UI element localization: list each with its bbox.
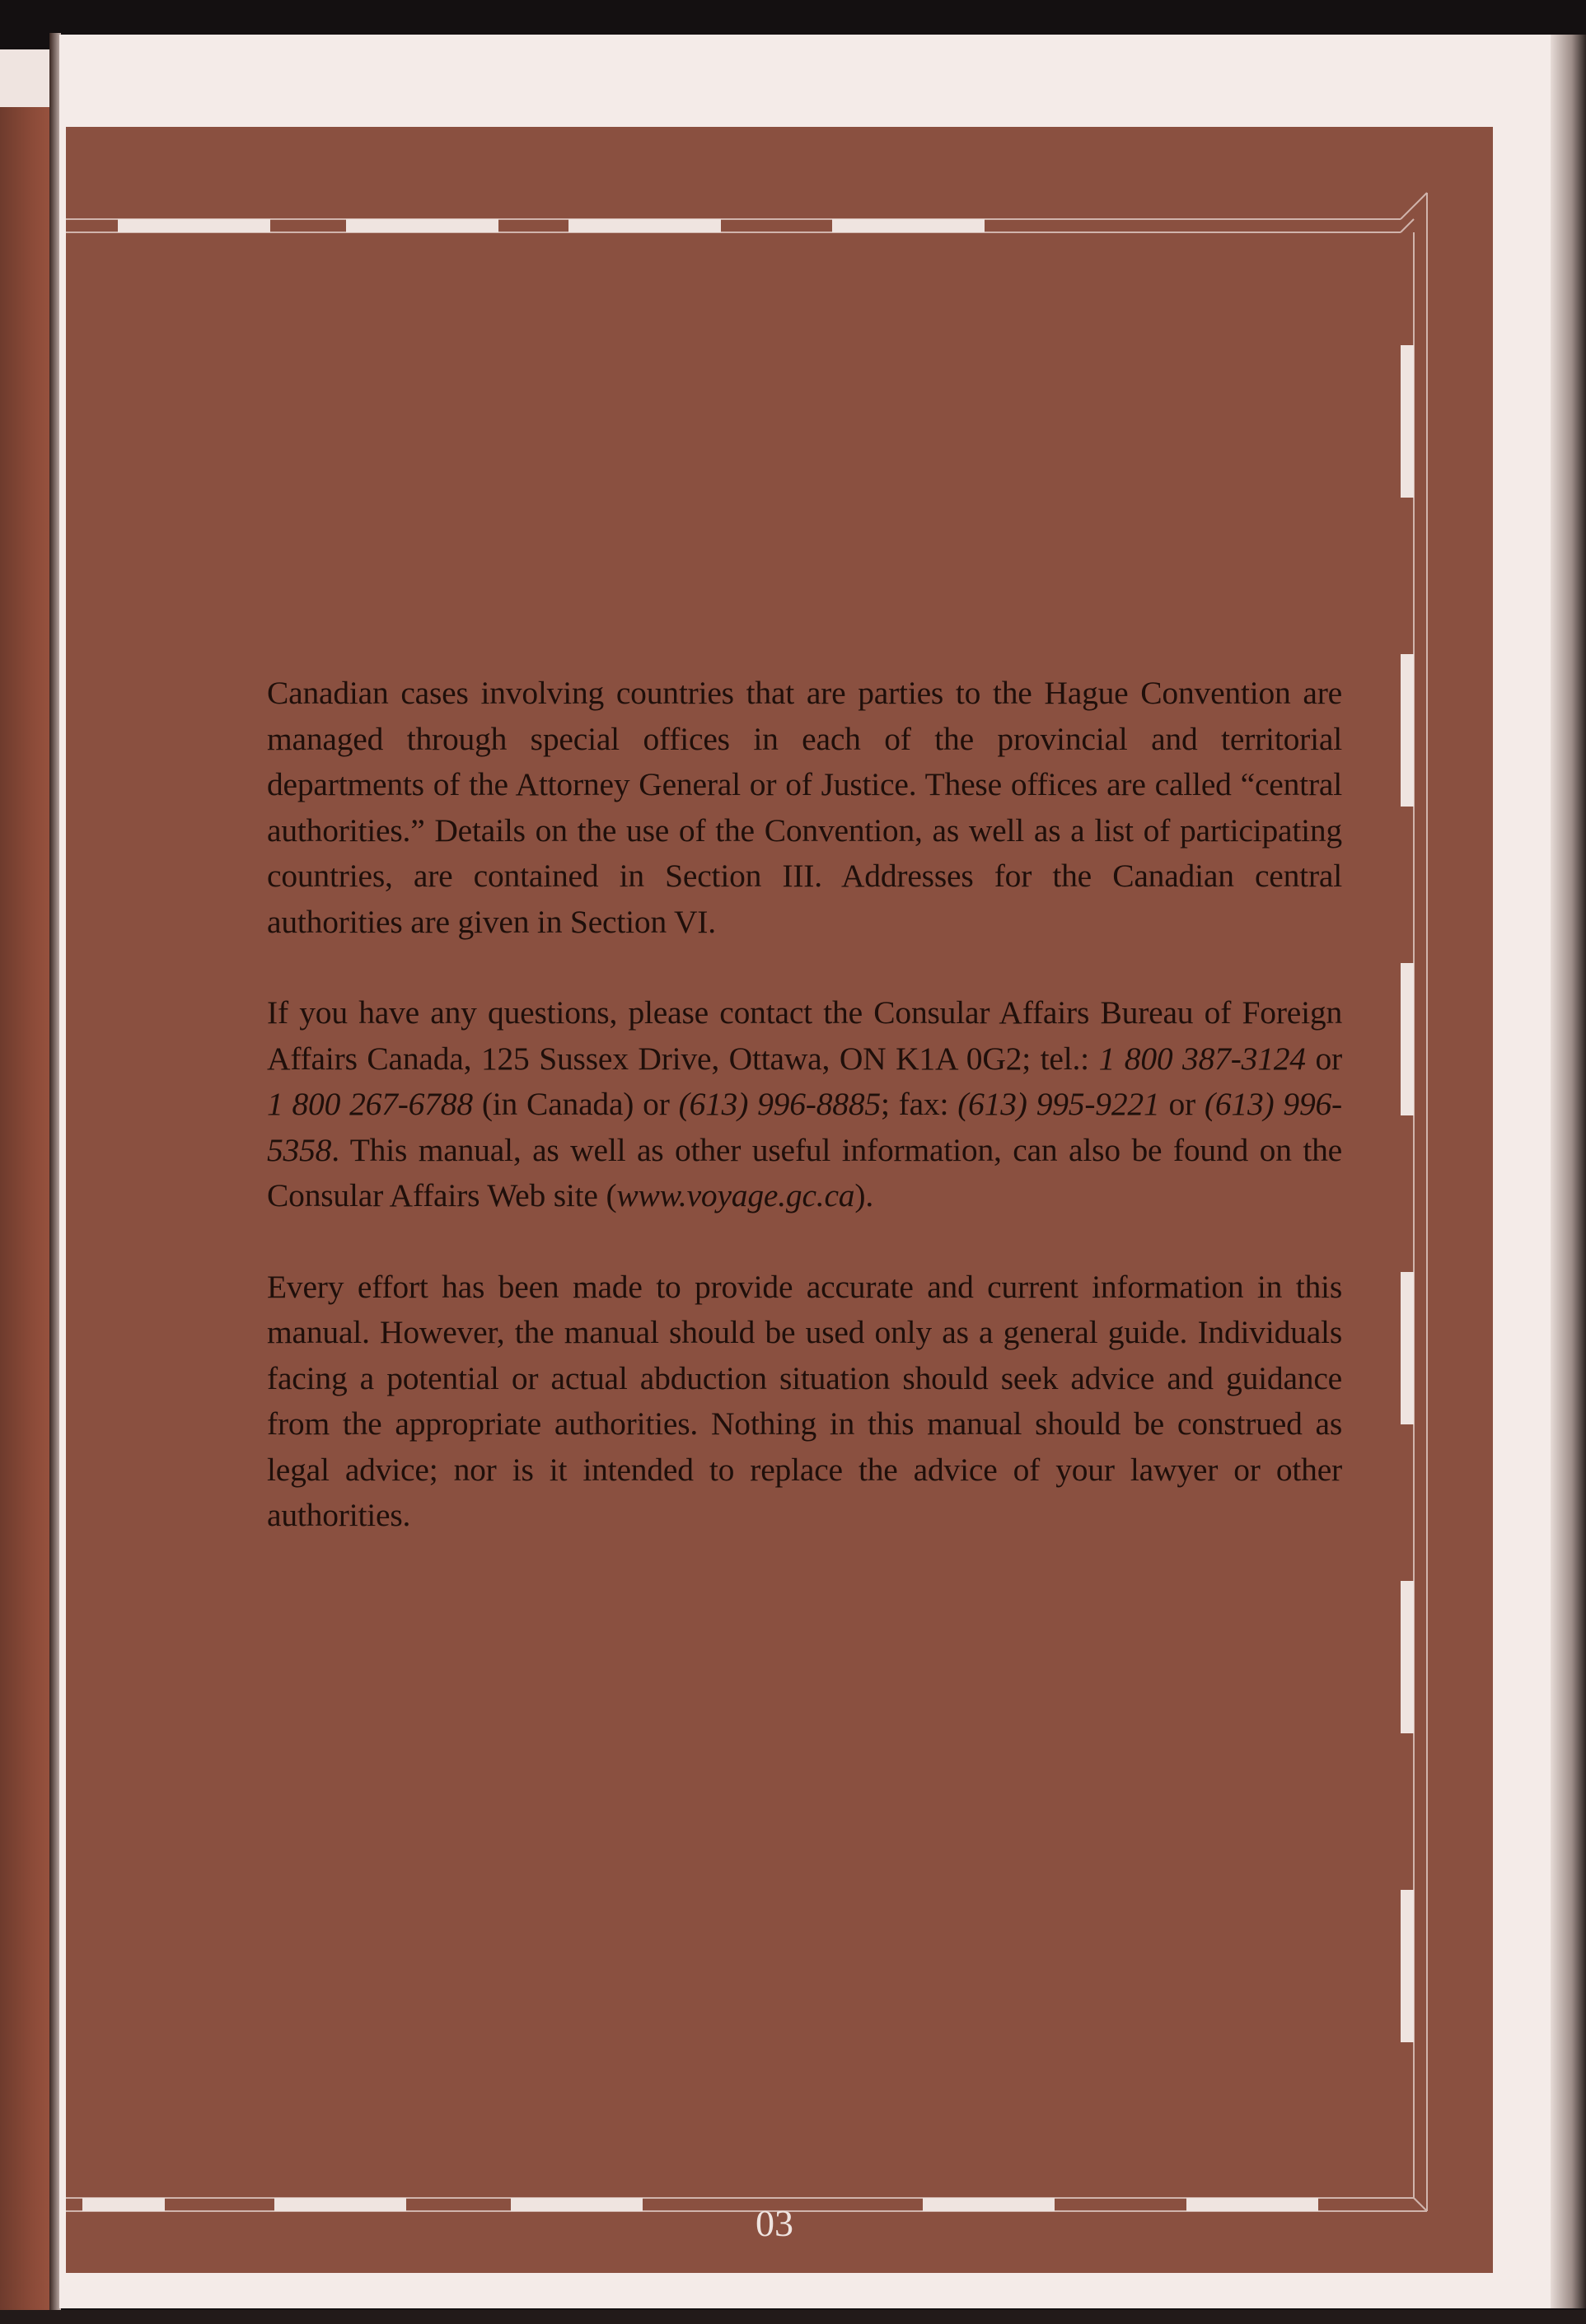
facing-page-edge <box>0 49 56 2311</box>
border-bar-bottom-5 <box>1186 2198 1318 2211</box>
border-bar-top-4 <box>832 219 985 232</box>
page-bottom-edge <box>0 2310 1586 2324</box>
border-bar-bottom-1 <box>82 2198 165 2211</box>
contact-text-2: or <box>1305 1040 1342 1077</box>
page-sheet <box>59 35 1551 2308</box>
border-bar-right-5 <box>1401 1581 1414 1733</box>
content-panel <box>66 127 1493 2273</box>
border-bar-right-2 <box>1401 654 1414 807</box>
border-bar-right-1 <box>1401 345 1414 498</box>
border-bar-bottom-2 <box>274 2198 406 2211</box>
border-bar-top-3 <box>568 219 721 232</box>
body-text <box>267 671 1342 1584</box>
contact-text-4: ; fax: <box>880 1086 958 1122</box>
border-bar-right-6 <box>1401 1890 1414 2042</box>
contact-text-7: ). <box>854 1177 873 1213</box>
border-bar-right-3 <box>1401 963 1414 1115</box>
paragraph-disclaimer: Every effort has been made to provide accurate and current information in this manual. However, the manual should be used only as a general guide. Individuals facing a potential or actual abduction situation should seek advice and guidance from the appropriate authorities. Nothing in this manual should be construed as legal advice; nor is it intended to replace the advice of your lawyer or other authorities. <box>267 1268 1342 1533</box>
facing-page-margin <box>0 49 56 107</box>
fax-number-1: (613) 995-9221 <box>957 1086 1160 1122</box>
border-bar-bottom-3 <box>511 2198 643 2211</box>
paragraph-contact-info <box>267 990 1342 1219</box>
page-number: 03 <box>756 2202 793 2244</box>
page-right-edge <box>1551 35 1586 2308</box>
contact-text-1: If you have any questions, please contact the Consular Affairs Bureau of Foreign Affairs Canada, 125 Sussex Drive, Ottawa, ON K1A 0G2; tel.: <box>267 994 1342 1077</box>
fax-number-2: (613) 996-5358 <box>267 1086 1343 1168</box>
border-bar-top-2 <box>346 219 498 232</box>
border-bar-bottom-4 <box>923 2198 1055 2211</box>
contact-text-5: or <box>1159 1086 1205 1122</box>
website-link: www.voyage.gc.ca <box>616 1177 855 1213</box>
phone-number-3: (613) 996-8885 <box>678 1086 881 1122</box>
phone-number-1: 1 800 387-3124 <box>1098 1040 1306 1077</box>
paragraph-hague-convention: Canadian cases involving countries that are parties to the Hague Convention are managed through special offices in each of the provincial and territorial departments of the Attorney General or of Justice. These offices are called “central authorities.” Details on the use of the Convention, as well as a list of participating countries, are contained in Section III. Addresses for the Canadian central authorities are given in Section VI. <box>267 675 1342 940</box>
border-bar-top-1 <box>118 219 270 232</box>
border-bar-right-4 <box>1401 1272 1414 1424</box>
contact-text-3: (in Canada) or <box>472 1086 679 1122</box>
contact-text-6: . This manual, as well as other useful information, can also be found on the Consular Affairs Web site ( <box>267 1131 1342 1213</box>
phone-number-2: 1 800 267-6788 <box>267 1086 473 1122</box>
